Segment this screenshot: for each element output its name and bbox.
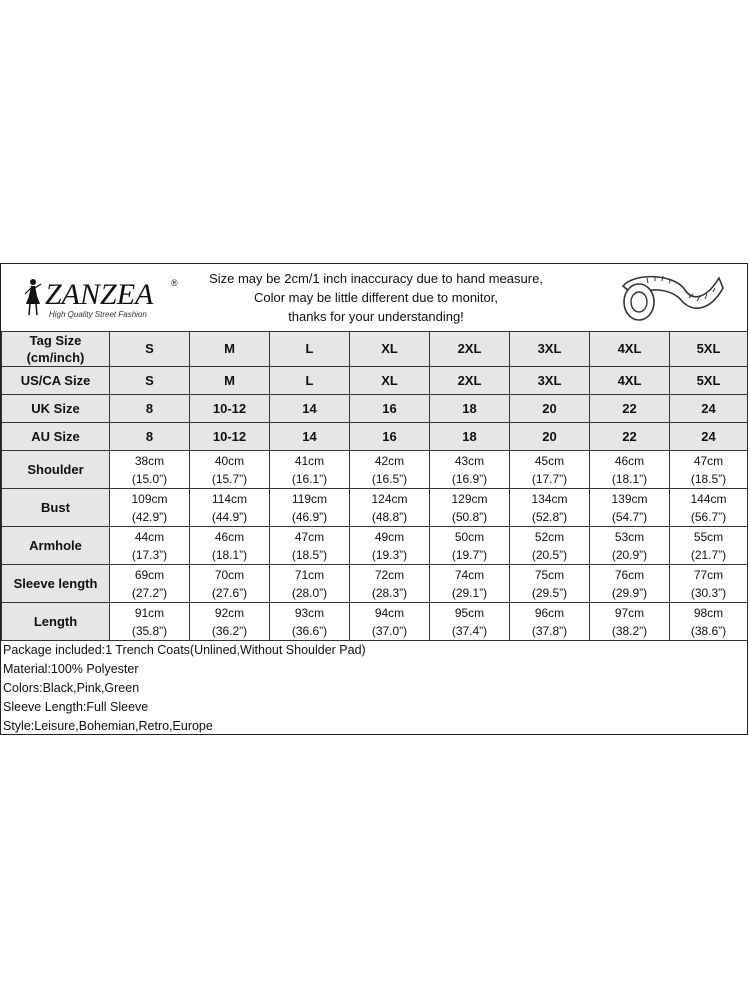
sleeve-info: Sleeve Length:Full Sleeve	[3, 700, 149, 714]
size-cell: 8	[110, 395, 190, 423]
row-label: US/CA Size	[2, 367, 110, 395]
inch-value: (29.1”)	[451, 585, 488, 600]
inch-value: (20.5”)	[531, 547, 568, 562]
cm-value: 40cm	[214, 453, 245, 468]
size-cell: S	[110, 367, 190, 395]
measurement-cell	[110, 527, 190, 565]
inch-value: (27.6”)	[211, 585, 248, 600]
inch-value: (21.7”)	[690, 547, 727, 562]
size-cell: 16	[350, 395, 430, 423]
measurement-cell	[510, 603, 590, 641]
cm-value: 77cm	[693, 567, 724, 582]
measurement-cell	[110, 603, 190, 641]
measurement-cell	[510, 565, 590, 603]
measurement-cell	[430, 527, 510, 565]
measuring-tape-icon	[615, 268, 725, 328]
size-chart-sheet	[0, 263, 748, 735]
notice-line-2: Color may be little different due to monitor,	[254, 290, 498, 305]
inch-value: (15.0”)	[131, 471, 168, 486]
measurement-cell	[510, 489, 590, 527]
cm-value: 52cm	[534, 529, 565, 544]
cm-value: 74cm	[454, 567, 485, 582]
row-label: Sleeve length	[2, 565, 110, 603]
notice-line-3: thanks for your understanding!	[288, 309, 464, 324]
row-label: Bust	[2, 489, 110, 527]
size-cell: 22	[590, 395, 670, 423]
inch-value: (46.9”)	[291, 509, 328, 524]
measurement-cell	[590, 527, 670, 565]
size-cell: 4XL	[590, 367, 670, 395]
measurement-cell	[350, 603, 430, 641]
size-cell: 2XL	[430, 367, 510, 395]
cm-value: 97cm	[614, 605, 645, 620]
cm-value: 144cm	[690, 491, 727, 506]
measurement-cell	[270, 565, 350, 603]
measurement-cell	[110, 451, 190, 489]
inch-value: (18.5”)	[690, 471, 727, 486]
cm-value: 114cm	[211, 491, 248, 506]
inch-value: (36.2”)	[211, 623, 248, 638]
size-cell: 3XL	[510, 367, 590, 395]
inch-value: (28.3”)	[371, 585, 408, 600]
row-label: AU Size	[2, 423, 110, 451]
measurement-cell	[110, 565, 190, 603]
measurement-cell	[670, 489, 748, 527]
size-cell: 10-12	[190, 423, 270, 451]
size-cell: 10-12	[190, 395, 270, 423]
cm-value: 38cm	[134, 453, 165, 468]
measurement-row	[2, 489, 748, 527]
measurement-row	[2, 565, 748, 603]
measurement-cell	[110, 489, 190, 527]
inch-value: (29.9”)	[611, 585, 648, 600]
cm-value: 93cm	[294, 605, 325, 620]
cm-value: 69cm	[134, 567, 165, 582]
cm-value: 95cm	[454, 605, 485, 620]
cm-value: 50cm	[454, 529, 485, 544]
row-label: Shoulder	[2, 451, 110, 489]
cm-value: 42cm	[374, 453, 405, 468]
material-info: Material:100% Polyester	[3, 662, 139, 676]
inch-value: (36.6”)	[291, 623, 328, 638]
inch-value: (17.7”)	[531, 471, 568, 486]
row-label: Armhole	[2, 527, 110, 565]
cm-value: 119cm	[291, 491, 328, 506]
size-cell: 16	[350, 423, 430, 451]
size-row	[2, 395, 748, 423]
cm-value: 129cm	[451, 491, 488, 506]
measurement-cell	[270, 489, 350, 527]
measurement-cell	[350, 489, 430, 527]
size-chart-header	[1, 264, 747, 332]
size-cell: 4XL	[590, 332, 670, 367]
inch-value: (18.5”)	[291, 547, 328, 562]
colors-info: Colors:Black,Pink,Green	[3, 681, 140, 695]
cm-value: 47cm	[693, 453, 724, 468]
inch-value: (48.8”)	[371, 509, 408, 524]
size-cell: 14	[270, 395, 350, 423]
size-cell: 24	[670, 395, 748, 423]
size-cell: 20	[510, 395, 590, 423]
size-cell: 22	[590, 423, 670, 451]
inch-value: (27.2”)	[131, 585, 168, 600]
measurement-row	[2, 603, 748, 641]
inch-value: (16.1”)	[291, 471, 328, 486]
inch-value: (38.2”)	[611, 623, 648, 638]
row-label: Tag Size (cm/inch)	[2, 332, 110, 367]
size-cell: 5XL	[670, 332, 748, 367]
cm-value: 47cm	[294, 529, 325, 544]
measurement-cell	[430, 489, 510, 527]
cm-value: 55cm	[693, 529, 724, 544]
size-notice	[196, 269, 556, 326]
cm-value: 75cm	[534, 567, 565, 582]
size-cell: M	[190, 332, 270, 367]
measurement-cell	[270, 451, 350, 489]
size-cell: 14	[270, 423, 350, 451]
brand-tagline: High Quality Street Fashion	[49, 310, 147, 319]
package-info: Package included:1 Trench Coats(Unlined,Without Shoulder Pad)	[3, 643, 366, 657]
inch-value: (44.9”)	[211, 509, 248, 524]
size-cell: S	[110, 332, 190, 367]
size-cell: 24	[670, 423, 748, 451]
inch-value: (38.6”)	[690, 623, 727, 638]
size-cell: 20	[510, 423, 590, 451]
measurement-cell	[350, 451, 430, 489]
inch-value: (37.0”)	[371, 623, 408, 638]
measurement-cell	[190, 489, 270, 527]
measurement-cell	[670, 451, 748, 489]
inch-value: (30.3”)	[690, 585, 727, 600]
measurement-cell	[670, 565, 748, 603]
size-cell: XL	[350, 332, 430, 367]
inch-value: (52.8”)	[531, 509, 568, 524]
inch-value: (56.7”)	[690, 509, 727, 524]
cm-value: 45cm	[534, 453, 565, 468]
cm-value: 92cm	[214, 605, 245, 620]
measurement-cell	[190, 565, 270, 603]
cm-value: 46cm	[614, 453, 645, 468]
size-cell: L	[270, 332, 350, 367]
measurement-row	[2, 527, 748, 565]
cm-value: 98cm	[693, 605, 724, 620]
cm-value: 46cm	[214, 529, 245, 544]
measurement-cell	[270, 527, 350, 565]
size-table	[1, 331, 748, 641]
cm-value: 139cm	[611, 491, 648, 506]
size-cell: 18	[430, 423, 510, 451]
cm-value: 41cm	[294, 453, 325, 468]
measurement-cell	[190, 527, 270, 565]
cm-value: 44cm	[134, 529, 165, 544]
measurement-cell	[510, 451, 590, 489]
measurement-cell	[670, 603, 748, 641]
cm-value: 96cm	[534, 605, 565, 620]
row-label: UK Size	[2, 395, 110, 423]
notice-line-1: Size may be 2cm/1 inch inaccuracy due to hand measure,	[209, 271, 543, 286]
size-cell: M	[190, 367, 270, 395]
inch-value: (20.9”)	[611, 547, 648, 562]
measurement-row	[2, 451, 748, 489]
registered-mark: ®	[171, 278, 178, 288]
inch-value: (50.8”)	[451, 509, 488, 524]
cm-value: 91cm	[134, 605, 165, 620]
measurement-cell	[190, 603, 270, 641]
inch-value: (35.8”)	[131, 623, 168, 638]
inch-value: (42.9”)	[131, 509, 168, 524]
measurement-cell	[590, 451, 670, 489]
inch-value: (15.7”)	[211, 471, 248, 486]
cm-value: 70cm	[214, 567, 245, 582]
brand-name: ZANZEA	[45, 278, 154, 311]
cm-value: 109cm	[131, 491, 168, 506]
cm-value: 71cm	[294, 567, 325, 582]
size-row	[2, 332, 748, 367]
inch-value: (28.0”)	[291, 585, 328, 600]
cm-value: 43cm	[454, 453, 485, 468]
measurement-cell	[270, 603, 350, 641]
cm-value: 49cm	[374, 529, 405, 544]
measurement-cell	[190, 451, 270, 489]
cm-value: 76cm	[614, 567, 645, 582]
inch-value: (54.7”)	[611, 509, 648, 524]
style-info: Style:Leisure,Bohemian,Retro,Europe	[3, 719, 213, 733]
inch-value: (19.7”)	[451, 547, 488, 562]
size-cell: 8	[110, 423, 190, 451]
inch-value: (37.4”)	[451, 623, 488, 638]
cm-value: 94cm	[374, 605, 405, 620]
cm-value: 124cm	[371, 491, 408, 506]
size-cell: 18	[430, 395, 510, 423]
inch-value: (16.9”)	[451, 471, 488, 486]
fashion-figure-icon	[23, 278, 43, 318]
measurement-cell	[430, 603, 510, 641]
size-cell: L	[270, 367, 350, 395]
size-cell: XL	[350, 367, 430, 395]
size-cell: 5XL	[670, 367, 748, 395]
inch-value: (16.5”)	[371, 471, 408, 486]
product-info	[3, 641, 366, 736]
measurement-cell	[590, 603, 670, 641]
size-row	[2, 367, 748, 395]
inch-value: (17.3”)	[131, 547, 168, 562]
inch-value: (18.1”)	[211, 547, 248, 562]
size-row	[2, 423, 748, 451]
measurement-cell	[590, 565, 670, 603]
size-cell: 2XL	[430, 332, 510, 367]
size-cell: 3XL	[510, 332, 590, 367]
measurement-cell	[430, 565, 510, 603]
measurement-cell	[350, 527, 430, 565]
measurement-cell	[590, 489, 670, 527]
measurement-cell	[350, 565, 430, 603]
measurement-cell	[430, 451, 510, 489]
brand-logo	[23, 274, 183, 326]
inch-value: (29.5”)	[531, 585, 568, 600]
inch-value: (37.8”)	[531, 623, 568, 638]
inch-value: (18.1”)	[611, 471, 648, 486]
cm-value: 53cm	[614, 529, 645, 544]
cm-value: 72cm	[374, 567, 405, 582]
cm-value: 134cm	[531, 491, 568, 506]
row-label: Length	[2, 603, 110, 641]
inch-value: (19.3”)	[371, 547, 408, 562]
measurement-cell	[670, 527, 748, 565]
measurement-cell	[510, 527, 590, 565]
